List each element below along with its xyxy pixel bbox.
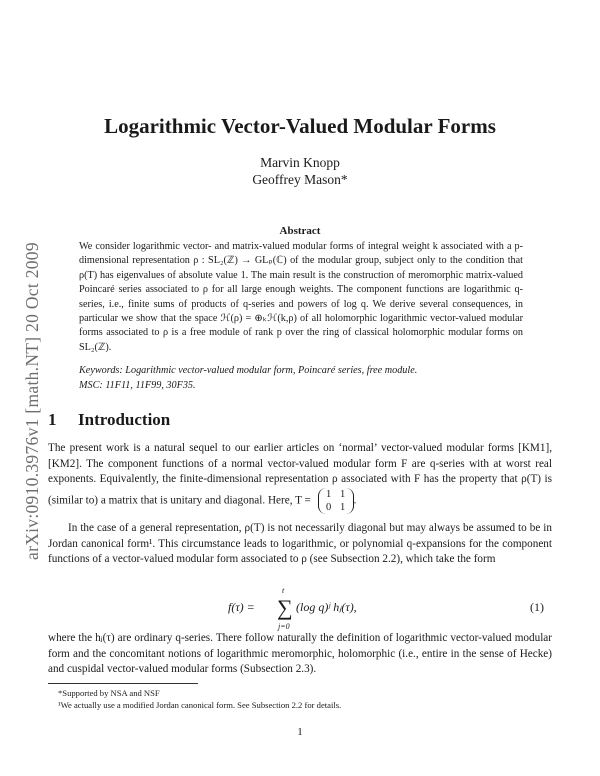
section-number: 1 (48, 410, 57, 429)
matrix-T (314, 488, 354, 514)
matrix-entry: 1 (340, 501, 346, 513)
section-heading (48, 410, 170, 430)
msc-classification: MSC: 11F11, 11F99, 30F35. (79, 380, 196, 391)
paper-title: Logarithmic Vector-Valued Modular Forms (104, 114, 496, 138)
keywords-line: Keywords: Logarithmic vector-valued modular form, Poincaré series, free module. (79, 365, 418, 376)
author-name: Marvin Knopp (260, 155, 340, 170)
intro-paragraph-1 (48, 441, 552, 514)
matrix-entry: 1 (326, 488, 332, 500)
equation-1 (0, 586, 600, 632)
footnote-divider (48, 683, 198, 684)
arxiv-identifier-stamp: arXiv:0910.3976v1 [math.NT] 20 Oct 2009 (22, 242, 42, 560)
footnote: ¹We actually use a modified Jordan canonical form. See Subsection 2.2 for details. (58, 700, 342, 710)
matrix-entry: 1 (340, 488, 346, 500)
matrix-grid (318, 488, 354, 514)
abstract-body (79, 240, 523, 355)
paragraph-text: The present work is a natural sequel to our earlier articles on ‘normal’ vector-valued modular forms [KM1], [KM2]. The component functions of a normal vector-valued modular form F are q-series with at worst real exponents. Equivalently, the finite-dimensional representation ρ associated with F has the property that ρ(T) is (similar to) a matrix that is unitary and diagonal. Here, T = (48, 442, 552, 507)
summation-sign: ∑ (277, 595, 293, 620)
author-name: Geoffrey Mason* (252, 172, 348, 187)
intro-paragraph-2: In the case of a general representation, ρ(T) is not necessarily diagonal but may always be assumed to be in Jordan canonical form¹. This circumstance leads to logarithmic, or polynomial q-expansions for the component functions of a vector-valued modular form associated to ρ (see Subsection 2.2), which take the form (48, 522, 552, 566)
equation-rhs: (log q)ʲ hⱼ(τ), (296, 600, 357, 614)
abstract-text: We consider logarithmic vector- and matrix-valued modular forms of integral weight k associated with a p-dimensional representation ρ : SL₂(ℤ) → GLₚ(ℂ) of the modular group, subject only to the condition that ρ(T) has eigenvalues of absolute value 1. The main result is the construction of meromorphic matrix-valued Poincaré series associated to ρ for all large enough weights. The component functions are logarithmic q-series, i.e., finite sums of products of q-series and powers of log q. We derive several consequences, in particular we show that the space ℋ(ρ) = ⊕ₖℋ(k,ρ) of all holomorphic logarithmic vector-valued modular forms associated to ρ is a free module of rank p over the ring of classical holomorphic modular forms on SL₂(ℤ). (79, 241, 523, 353)
sum-lower-limit: j=0 (278, 622, 290, 631)
abstract-heading: Abstract (279, 225, 321, 237)
equation-lhs: f(τ) = (228, 600, 255, 614)
section-title: Introduction (78, 410, 171, 429)
equation-number: (1) (530, 600, 544, 614)
intro-paragraph-3: where the hⱼ(τ) are ordinary q-series. There follow naturally the definition of logarithmic vector-valued modular form and the concomitant notions of logarithmic meromorphic, holomorphic (i.e., entire in the sense of Hecke) and cuspidal vector-valued modular forms (Subsection 2.3). (48, 632, 552, 676)
paragraph-text-end: . (353, 494, 357, 507)
page-number: 1 (297, 726, 303, 738)
footnote: *Supported by NSA and NSF (58, 688, 160, 698)
matrix-entry: 0 (326, 501, 332, 513)
sum-upper-limit: t (282, 586, 285, 595)
